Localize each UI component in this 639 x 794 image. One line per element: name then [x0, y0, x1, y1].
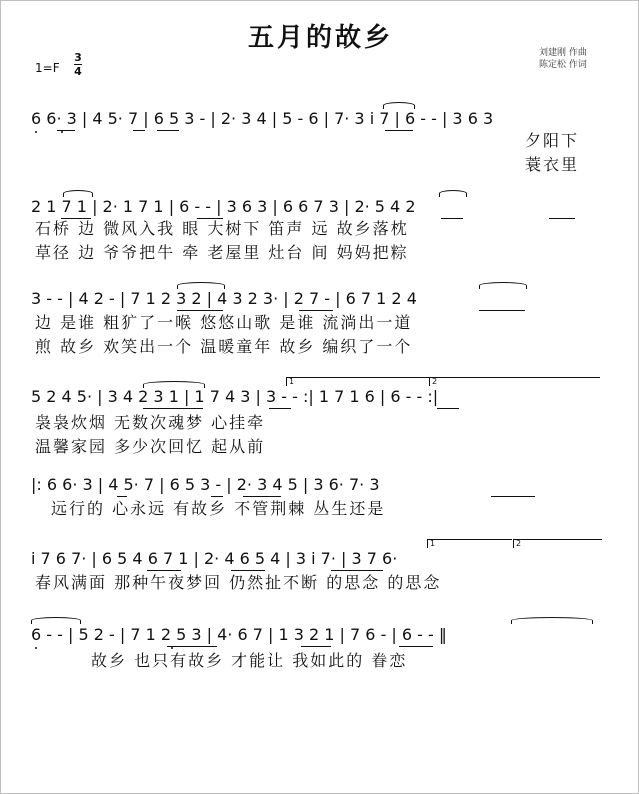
notation-text: 6 - - | 5 2 - | 7 1 2 5 3 | 4· 6 7 | 1 3 2 1 | 7 6 - | 6 - - ‖: [31, 625, 447, 644]
low-octave-dot: [61, 131, 63, 133]
composer-credit: 刘建刚 作曲: [539, 48, 587, 58]
notation-text: |: 6 6· 3 | 4 5· 7 | 6 5 3 - | 2· 3 4 5 | 3 6· 7· 3: [31, 475, 380, 494]
lyric-line: 故乡 也只有故乡 才能让 我如此的 眷恋: [91, 651, 408, 670]
slur: [479, 282, 527, 289]
slur: [439, 190, 467, 197]
beam: [147, 570, 181, 571]
beam: [549, 218, 575, 219]
lyric-line: 草径 边 爷爷把牛 牵 老屋里 灶台 间 妈妈把粽: [35, 243, 409, 262]
slur: [63, 190, 93, 197]
first-ending-bracket: 1: [427, 539, 512, 548]
beam: [301, 646, 331, 647]
low-octave-dot: [35, 647, 37, 649]
page-title: 五月的故乡: [247, 23, 393, 53]
first-ending-bracket: 1: [286, 377, 429, 386]
lyric-line: 边 是谁 粗犷了一喉 悠悠山歌 是谁 流淌出一道: [35, 313, 413, 332]
slur: [143, 381, 205, 388]
system-3-notation: [1, 289, 639, 309]
beam: [491, 496, 535, 497]
lyricist-credit: 陈定松 作词: [539, 60, 587, 70]
notation-text: 5 2 4 5· | 3 4 2 3 1 | 1 7 4 3 | 3 - - :| 1 7 1 6 | 6 - - :|: [31, 387, 439, 406]
beam: [143, 408, 203, 409]
beam: [299, 310, 333, 311]
lyric-line: 石桥 边 微风入我 眼 大树下 笛声 远 故乡落枕: [35, 219, 409, 238]
notation-text: 6 6· 3 | 4 5· 7 | 6 5 3 - | 2· 3 4 | 5 - 6 | 7· 3 i 7 | 6 - - | 3 6 3: [31, 109, 494, 128]
beam: [331, 570, 383, 571]
beam: [437, 408, 459, 409]
beam: [231, 570, 265, 571]
notation-text: i 7 6 7· | 6 5 4 6 7 1 | 2· 4 6 5 4 | 3 i 7· | 3 7 6·: [31, 549, 398, 568]
second-ending-bracket: 2: [429, 377, 600, 386]
system-1-notation: [1, 109, 639, 129]
beam: [441, 218, 463, 219]
beam: [157, 130, 179, 131]
system-6-notation: [1, 549, 639, 569]
beam: [269, 408, 291, 409]
lyric-line: 蓑衣里: [525, 155, 580, 174]
notation-text: 3 - - | 4 2 - | 7 1 2 3 2 | 4 3 2 3· | 2 7 - | 6 7 1 2 4: [31, 289, 417, 308]
second-ending-bracket: 2: [513, 539, 602, 548]
beam: [57, 130, 75, 131]
beam: [177, 310, 223, 311]
time-signature-bottom: 4: [74, 65, 82, 78]
beam: [167, 646, 217, 647]
system-7-notation: [1, 625, 639, 645]
lyric-line: 远行的 心永远 有故乡 不管荆棘 丛生还是: [51, 499, 386, 518]
low-octave-dot: [171, 647, 173, 649]
low-octave-dot: [35, 131, 37, 133]
beam: [385, 130, 413, 131]
beam: [211, 496, 223, 497]
system-4-notation: [1, 387, 639, 407]
lyric-line: 温馨家园 多少次回忆 起从前: [35, 437, 266, 456]
credits: [539, 47, 587, 71]
system-2-notation: [1, 197, 639, 217]
notation-text: 2 1 7 1 | 2· 1 7 1 | 6 - - | 3 6 3 | 6 6 7 3 | 2· 5 4 2: [31, 197, 416, 216]
key-signature: 1=F: [35, 61, 60, 75]
system-5-notation: [1, 475, 639, 495]
tie: [511, 617, 593, 624]
beam: [399, 646, 433, 647]
slur: [177, 282, 225, 289]
beam: [243, 496, 281, 497]
slur: [383, 102, 415, 109]
beam: [479, 310, 525, 311]
lyric-line: 夕阳下: [525, 131, 580, 150]
beam: [133, 130, 145, 131]
lyric-line: 袅袅炊烟 无数次魂梦 心挂牵: [35, 413, 266, 432]
time-signature: [74, 52, 82, 77]
lyric-line: 春风满面 那种午夜梦回 仍然扯不断 的思念 的思念: [35, 573, 442, 592]
lyric-line: 煎 故乡 欢笑出一个 温暖童年 故乡 编织了一个: [35, 337, 413, 356]
time-signature-top: 3: [74, 51, 82, 64]
tie: [31, 617, 81, 624]
beam: [117, 496, 127, 497]
